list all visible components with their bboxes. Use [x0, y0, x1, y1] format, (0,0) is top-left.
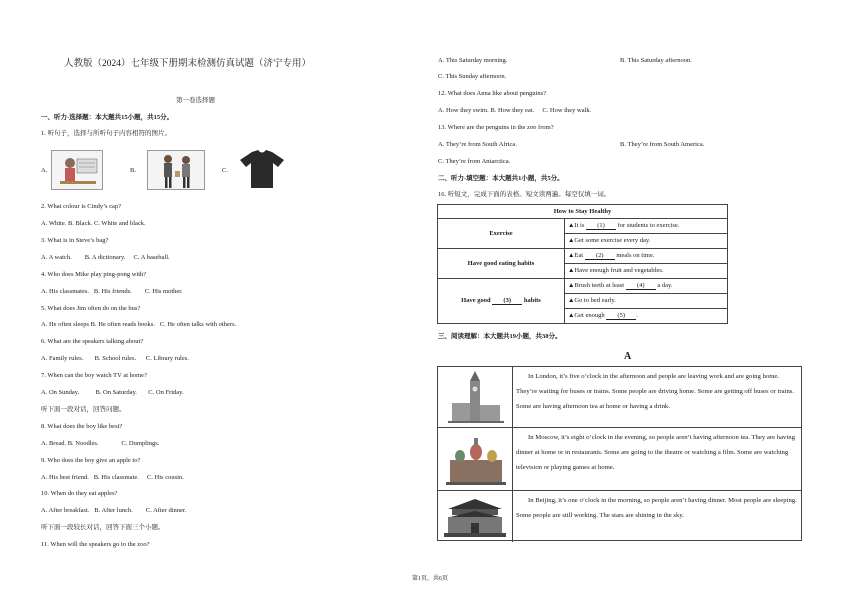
q9-stem: 9. Who does the boy give an apple to? — [41, 457, 141, 464]
q1-option-b[interactable]: B. — [130, 167, 136, 174]
q1-option-c[interactable]: C. — [222, 167, 228, 174]
table-title: How to Stay Healthy — [438, 205, 728, 219]
q4-stem: 4. Who does Mike play ping-pong with? — [41, 271, 147, 278]
q16-stem: 16. 听短文，完成下面的表格。短文读两遍。每空仅填一词。 — [438, 191, 611, 198]
section1-heading: 一、听力-选择题：本大题共15小题，共15分。 — [41, 114, 174, 121]
listen-long-instruction: 听下面一段较长对话，回答下面三个小题。 — [41, 524, 165, 531]
table-cell-r2b: ▲Have enough fruit and vegetables. — [565, 264, 728, 279]
passage-row-london — [438, 367, 801, 427]
health-table — [437, 204, 728, 324]
q13-option-a[interactable]: A. They’re from South Africa. — [438, 141, 517, 148]
table-cell-r2a: ▲Eat (2) meals on time. — [565, 249, 728, 264]
table-row-eating-label: Have good eating habits — [438, 249, 565, 279]
q1-image-a — [51, 150, 103, 190]
blank-1[interactable]: (1) — [586, 222, 616, 231]
q1-option-a[interactable]: A. — [41, 167, 48, 174]
passage-row-moscow — [438, 427, 801, 490]
q8-options[interactable]: A. Bread. B. Noodles. C. Dumplings. — [41, 440, 160, 447]
table-cell-r3a: ▲Brush teeth at least (4) a day. — [565, 279, 728, 294]
q6-options[interactable]: A. Family rules. B. School rules. C. Library rules. — [41, 355, 189, 362]
q3-options[interactable]: A. A watch. B. A dictionary. C. A baseball. — [41, 254, 170, 261]
london-image — [438, 367, 513, 427]
q10-options[interactable]: A. After breakfast. B. After lunch. C. After dinner. — [41, 507, 187, 514]
q7-options[interactable]: A. On Sunday. B. On Saturday. C. On Friday. — [41, 389, 184, 396]
q11-option-c[interactable]: C. This Sunday afternoon. — [438, 73, 507, 80]
q3-stem: 3. What is in Steve’s bag? — [41, 237, 109, 244]
beijing-image — [438, 491, 513, 542]
q9-options[interactable]: A. His best friend. B. His classmate. C. His cousin. — [41, 474, 184, 481]
q1-image-b — [147, 150, 205, 190]
moscow-image — [438, 428, 513, 490]
table-row-exercise-label: Exercise — [438, 219, 565, 249]
q12-stem: 12. What does Anna like about penguins? — [438, 90, 547, 97]
table-cell-r1b: ▲Get some exercise every day. — [565, 234, 728, 249]
listen-dialog-instruction: 听下面一段对话，回答问题。 — [41, 406, 126, 413]
q8-stem: 8. What does the boy like best? — [41, 423, 123, 430]
blank-5[interactable]: (5) — [606, 312, 636, 321]
table-cell-r3c: ▲Get enough (5) . — [565, 309, 728, 324]
q13-option-c[interactable]: C. They’re from Antarctica. — [438, 158, 511, 165]
q11-option-a[interactable]: A. This Saturday morning. — [438, 57, 508, 64]
q11-stem: 11. When will the speakers go to the zoo? — [41, 541, 150, 548]
q13-option-b[interactable]: B. They’re from South America. — [620, 141, 705, 148]
q2-stem: 2. What colour is Cindy’s cap? — [41, 203, 122, 210]
volume-title: 第一卷选择题 — [176, 97, 215, 104]
table-cell-r3b: ▲Go to bed early. — [565, 294, 728, 309]
q5-stem: 5. What does Jim often do on the bus? — [41, 305, 141, 312]
q6-stem: 6. What are the speakers talking about? — [41, 338, 144, 345]
reading-passage-a — [437, 366, 802, 541]
blank-3[interactable]: (3) — [492, 297, 522, 306]
page-footer: 第1页，共6页 — [411, 576, 448, 582]
q1-stem: 1. 听句子，选择与所听句子内容相符的图片。 — [41, 130, 171, 137]
passage-london: In London, it’s five o’clock in the afternoon and people are leaving work and are going home. They’re waiting for buses or trains. Some people are driving home. Some are getting off buses or trains. Some are having afternoon tea at home or having a drink. — [516, 373, 795, 410]
q11-option-b[interactable]: B. This Saturday afternoon. — [620, 57, 692, 64]
passage-letter: A — [624, 351, 632, 362]
q13-stem: 13. Where are the penguins in the zoo from? — [438, 124, 554, 131]
q12-options[interactable]: A. How they swim. B. How they eat. C. How they walk. — [438, 107, 592, 114]
q4-options[interactable]: A. His classmates. B. His friends. C. His mother. — [41, 288, 183, 295]
q1-image-c — [236, 148, 288, 190]
passage-row-beijing — [438, 490, 801, 542]
table-row-habits-label: Have good (3) habits — [438, 279, 565, 324]
blank-4[interactable]: (4) — [626, 282, 656, 291]
blank-2[interactable]: (2) — [585, 252, 615, 261]
section3-heading: 三、阅读理解：本大题共19小题，共38分。 — [438, 333, 562, 340]
q10-stem: 10. When do they eat apples? — [41, 490, 118, 497]
section2-heading: 二、听力-填空题：本大题共1小题，共5分。 — [438, 175, 564, 182]
page-title: 人教版（2024）七年级下册期末检测仿真试题（济宁专用） — [64, 59, 312, 69]
q5-options[interactable]: A. He often sleeps B. He often reads books. C. He often talks with others. — [41, 321, 237, 328]
q2-options[interactable]: A. White. B. Black. C. White and black. — [41, 220, 146, 227]
passage-beijing: In Beijing, it’s one o’clock in the morning, so people aren’t having dinner. Most people are sleeping. Some people are still working. The stars are shining in the sky. — [516, 497, 797, 519]
table-cell-r1a: ▲It is (1) for students to exercise. — [565, 219, 728, 234]
passage-moscow: In Moscow, it’s eight o’clock in the evening, so people aren’t having afternoon tea. They are having dinner at home or in restaurants. Some are going to the theatre or watching a film. Some are watching television or playing games at home. — [516, 434, 795, 471]
q7-stem: 7. When can the boy watch TV at home? — [41, 372, 147, 379]
